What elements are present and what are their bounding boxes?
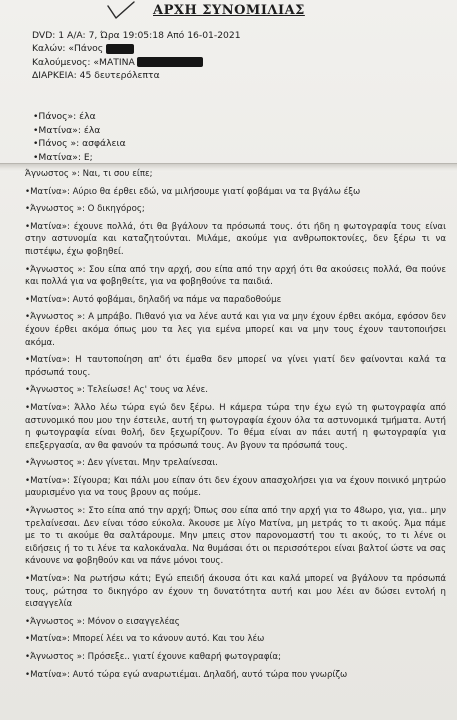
caller-label: Καλών: «Πάνος	[32, 43, 104, 55]
speaker-label: •Ματίνα»:	[25, 634, 70, 645]
transcript-entry	[25, 186, 446, 199]
speaker-label: •Άγνωστος »:	[25, 385, 85, 396]
intro-lines	[33, 110, 126, 164]
intro-line: •Ματίνα»: έλα	[33, 124, 101, 136]
transcript-entry	[25, 311, 446, 349]
intro-line: •Πάνος»: έλα	[33, 111, 96, 122]
checkmark-icon	[100, 0, 140, 22]
header-caller-line	[32, 42, 442, 55]
speaker-label: •Άγνωστος »:	[25, 616, 85, 627]
transcript-entry	[25, 203, 446, 216]
utterance-text: Στο είπα από την αρχή; Όπως σου είπα από την αρχή για το 48ωρο, για, για.. μην τρελαίνεσαι. Δεν είναι τόσο εύκολα. Άκουσε με λίγο Ματίνα, μη μετράς το τι ακούς. Άμα πάμε με το τι ακούμε θα σαλτάρουμε. Μην μπεις στον παρονομαστή του τι ακούς, το τι λένε οι ειδήσεις ή το τι λένε τα καλοκάναλα. Να θυμάσαι ότι οι περισσότεροι είναι βαλτοί ώστε να σας κάνουνε να φοβηθούν και να πάνε μόνοι τους.	[25, 506, 446, 567]
utterance-text: Αυτό τώρα εγώ αναρωτιέμαι. Δηλαδή, αυτό τώρα που γνωρίζω	[69, 669, 348, 680]
speaker-label: •Άγνωστος »:	[25, 264, 86, 275]
utterance-text: Ο δικηγόρος;	[84, 204, 145, 215]
speaker-label: •Άγνωστος »:	[25, 506, 86, 517]
transcript-entry	[25, 573, 446, 611]
transcript-entry	[25, 651, 446, 664]
document-title: ΑΡΧΗ ΣΥΝΟΜΙΛΙΑΣ	[153, 3, 305, 18]
utterance-text: Τελείωσε! Ας' τους να λένε.	[84, 385, 208, 396]
speaker-label: •Ματίνα»:	[25, 574, 70, 585]
speaker-label: •Άγνωστος »:	[25, 652, 85, 662]
transcript-entry	[25, 475, 446, 500]
utterance-text: Πρόσεξε.. γιατί έχουνε καθαρή φωτογραφία;	[84, 652, 281, 662]
redaction-bar	[106, 44, 134, 54]
callee-label: Καλούμενος: «ΜΑΤΙΝΑ	[32, 56, 135, 68]
speaker-label: •Ματίνα»:	[25, 475, 70, 486]
utterance-text: Α μπράβο. Πιθανό για να λένε αυτά και για να μην έχουν έρθει ακόμα, εφόσον δεν έχουν έρθει ακόμα όπως μου τα λες για εμένα μπορεί και να μην τους έχουν ταυτοποιήσει ακόμα.	[25, 312, 446, 348]
transcript-entry	[25, 457, 446, 470]
redaction-bar	[137, 57, 203, 67]
call-header	[32, 29, 442, 83]
utterance-text: Άλλο λέω τώρα εγώ δεν ξέρω. Η κάμερα τώρα την έχω εγώ τη φωτογραφία από αστυνομικό που μου την έστειλε, αυτή τη φωτογραφία έχουν όλα τα αστυνομικά τμήματα. Αυτή η φωτογραφία είναι θολή, δεν ξεχωρίζουν. Το θέμα είναι αν πάει αυτή η φωτογραφία για επεξεργασία, αν θα φανούν τα πρόσωπά τους. Αν βγουν τα πρόσωπά τους.	[25, 402, 446, 451]
utterance-text: Αύριο θα έρθει εδώ, να μιλήσουμε γιατί φοβάμαι να τα βγάλω έξω	[69, 186, 361, 197]
speaker-label: •Ματίνα»:	[25, 355, 70, 366]
utterance-text: Η ταυτοποίηση απ' ότι έμαθα δεν μπορεί να γίνει γιατί δεν φαίνονται καλά τα πρόσωπά τους.	[25, 355, 446, 378]
header-dvd-line: DVD: 1 A/A: 7, Ώρα 19:05:18 Από 16-01-2021	[32, 30, 241, 41]
transcript-entry	[25, 505, 446, 568]
utterance-text: Μόνον ο εισαγγελέας	[84, 616, 180, 627]
utterance-text: έχουνε πολλά, ότι θα βγάλουν τα πρόσωπά τους. ότι ήδη η φωτογραφία τους είναι στην αστυνομία και καταζητούνται. Μιλάμε, ακούμε για ανθρωποκτονίες, δεν ξέρω τι να πιστέψω, έχω φοβηθεί.	[25, 221, 446, 257]
utterance-text: Σου είπα από την αρχή, σου είπα από την αρχή ότι θα ακούσεις πολλά, Θα πούνε και πολλά για να φοβηθείτε, για να φοβηθούνε τα παιδιά.	[25, 264, 446, 288]
transcript	[25, 168, 446, 686]
transcript-entry	[25, 669, 446, 682]
speaker-label: •Ματίνα»:	[25, 186, 70, 197]
intro-line: •Πάνος »: ασφάλεια	[33, 138, 126, 150]
transcript-entry	[25, 221, 446, 259]
speaker-label: Άγνωστος »:	[25, 169, 80, 179]
speaker-label: •Ματίνα»:	[25, 402, 70, 413]
speaker-label: •Άγνωστος »:	[25, 204, 85, 215]
transcript-entry	[25, 354, 446, 379]
transcript-entry	[25, 633, 446, 646]
header-callee-line	[32, 56, 442, 69]
intro-line: •Ματίνα»: Ε;	[33, 151, 93, 163]
utterance-text: Να ρωτήσω κάτι; Εγώ επειδή άκουσα ότι και καλά μπορεί να βγάλουν τα πρόσωπά τους, ρώτησα το δικηγόρο αν έχουν τη δυνατότητα αυτή και μου λέει αν δώσει εντολή η εισαγγελία	[25, 574, 446, 610]
speaker-label: •Ματίνα»:	[25, 221, 70, 232]
utterance-text: Δεν γίνεται. Μην τρελαίνεσαι.	[84, 458, 218, 469]
transcript-entry	[25, 384, 446, 397]
transcript-entry	[25, 168, 446, 181]
transcript-entry	[25, 294, 446, 307]
utterance-text: Μπορεί λέει να το κάνουν αυτό. Και του λέω	[69, 634, 265, 645]
speaker-label: •Άγνωστος »:	[25, 458, 85, 469]
utterance-text: Σίγουρα; Και πάλι μου είπαν ότι δεν έχουν απασχολήσει για να έχουν ποινικό μητρώο μαυρισμένο για να τους βρουν ας πούμε.	[25, 475, 446, 499]
utterance-text: Αυτό φοβάμαι, δηλαδή να πάμε να παραδοθούμε	[69, 294, 282, 305]
utterance-text: Ναι, τι σου είπε;	[79, 169, 153, 179]
speaker-label: •Ματίνα»:	[25, 669, 70, 680]
transcript-entry	[25, 264, 446, 289]
transcript-entry	[25, 616, 446, 629]
speaker-label: •Άγνωστος »:	[25, 312, 86, 323]
transcript-entry	[25, 402, 446, 452]
header-duration-line: ΔΙΑΡΚΕΙΑ: 45 δευτερόλεπτα	[32, 70, 160, 82]
speaker-label: •Ματίνα»:	[25, 294, 70, 305]
